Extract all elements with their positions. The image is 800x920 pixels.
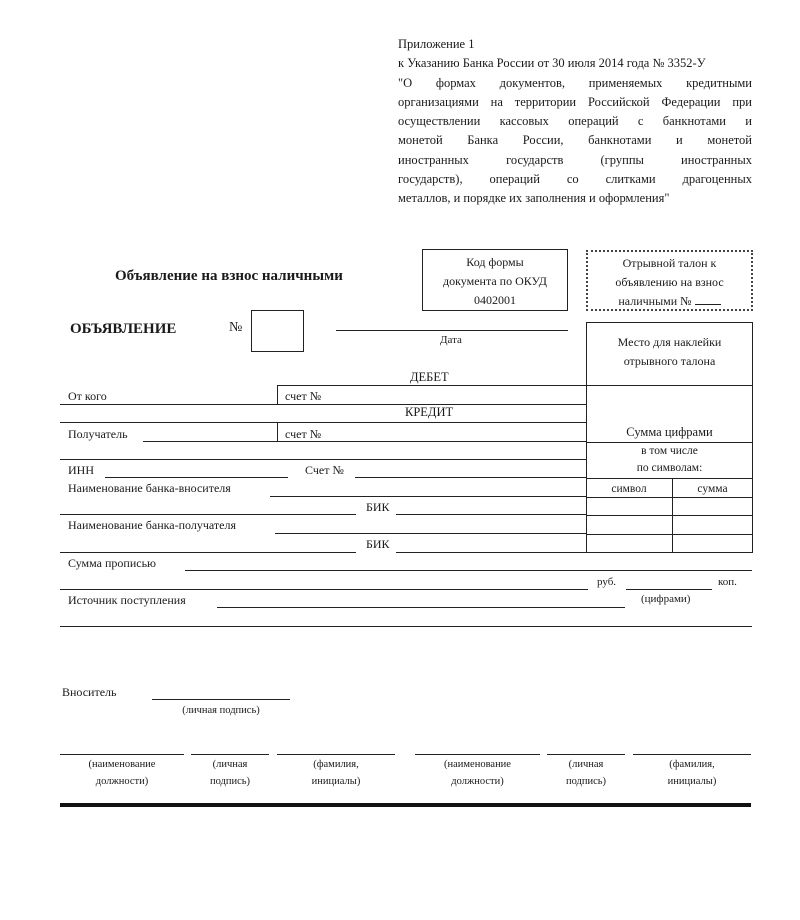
okud-line: Код формы [466, 255, 524, 269]
tear-off-stub-box [586, 250, 753, 311]
sticker-place-line: Место для наклейки [617, 335, 722, 349]
bottom-rule [60, 803, 751, 807]
source-label: Источник поступления [68, 593, 186, 607]
appendix-line: к Указанию Банка России от 30 июля 2014 года № 3352-У [398, 56, 706, 71]
appendix-line: осуществлении кассовых операций с банкнотами и [398, 114, 752, 129]
appendix-line: "О формах документов, применяемых кредитными [398, 75, 752, 90]
inn-field[interactable] [105, 477, 288, 478]
digits-caption: (цифрами) [641, 593, 691, 605]
sum-column-header: сумма [697, 483, 728, 495]
okud-code: 0402001 [474, 293, 516, 307]
debit-label: ДЕБЕТ [410, 370, 449, 384]
form-title: Объявление на взнос наличными [115, 268, 343, 284]
rub-label: руб. [597, 576, 617, 588]
date-field[interactable] [336, 330, 568, 331]
amount-digits-label: Сумма цифрами [626, 425, 713, 439]
appendix-line: государств), операций со слитками драгоценных [398, 172, 752, 187]
symbol-column-header: символ [611, 483, 647, 495]
amount-words-field[interactable] [185, 570, 752, 571]
signature-field[interactable] [547, 754, 625, 755]
tear-off-line [588, 292, 751, 311]
number-sign: № [229, 320, 243, 335]
divider [60, 459, 586, 460]
okud-line: документа по ОКУД [443, 274, 547, 288]
divider [277, 441, 586, 442]
date-label: Дата [440, 334, 462, 346]
inn-label: ИНН [68, 463, 94, 477]
recipient-bank-label: Наименование банка-получателя [68, 518, 236, 532]
depositor-bik-field[interactable] [396, 514, 586, 515]
amount-words-label: Сумма прописью [68, 556, 157, 570]
tear-off-number-label: наличными № [618, 294, 692, 308]
by-symbols-label: по символам: [636, 462, 703, 474]
divider [586, 442, 753, 443]
recipient-bik-field[interactable] [396, 552, 586, 553]
credit-account-label: счет № [285, 427, 322, 441]
credit-label: КРЕДИТ [405, 405, 454, 419]
sum-cell[interactable] [673, 498, 752, 515]
debit-account-label: счет № [285, 389, 322, 403]
source-field[interactable] [217, 607, 625, 608]
name-initials-field[interactable] [277, 754, 395, 755]
position-field[interactable] [415, 754, 540, 755]
signature-caption: (личная подпись) [565, 759, 607, 787]
tear-off-line: объявлению на взнос [615, 275, 724, 289]
appendix-line: монетой Банка России, банкнотами и монетой [398, 133, 752, 148]
recipient-bank-field[interactable] [275, 533, 586, 534]
kop-label: коп. [718, 576, 737, 588]
form-number-field[interactable] [251, 310, 304, 352]
including-label: в том числе [641, 445, 698, 457]
from-label: От кого [68, 389, 107, 403]
debit-account-field[interactable] [330, 386, 584, 403]
signature-caption: (наименование должности) [88, 759, 156, 787]
kop-field[interactable] [626, 589, 712, 590]
signature-caption: (фамилия, инициалы) [667, 759, 717, 787]
recipient-label: Получатель [68, 427, 128, 441]
divider [60, 404, 586, 405]
form-heading: ОБЪЯВЛЕНИЕ [70, 321, 177, 337]
name-initials-field[interactable] [633, 754, 751, 755]
tear-off-line: Отрывной талон к [622, 256, 717, 270]
appendix-line: металлов, и порядке их заполнения и оформления" [398, 191, 670, 206]
signature-caption: (наименование должности) [444, 759, 511, 787]
sum-cell[interactable] [673, 535, 752, 552]
credit-account-field[interactable] [330, 423, 584, 440]
source-field-cont[interactable] [60, 626, 752, 627]
depositor-bank-field[interactable] [270, 496, 586, 497]
symbol-cell[interactable] [587, 535, 671, 552]
depositor-bank-field-cont[interactable] [60, 514, 356, 515]
signature-caption: (личная подпись) [209, 759, 251, 787]
recipient-bank-field-cont[interactable] [60, 552, 356, 553]
appendix-line: организациями на территории Российской Федерации при [398, 94, 752, 109]
divider [277, 385, 278, 404]
sticker-place-line: отрывного талона [623, 354, 716, 368]
depositor-bik-label: БИК [366, 500, 390, 514]
signature-caption: (фамилия, инициалы) [311, 759, 361, 787]
signature-field[interactable] [191, 754, 269, 755]
divider [586, 385, 753, 386]
depositor-bank-label: Наименование банка-вносителя [68, 481, 231, 495]
account-field[interactable] [355, 477, 586, 478]
appendix-header [398, 35, 752, 209]
appendix-line: иностранных государств (группы иностранных [398, 152, 752, 167]
sum-cell[interactable] [673, 516, 752, 533]
personal-signature-caption: (личная подпись) [182, 705, 260, 716]
symbol-cell[interactable] [587, 498, 671, 515]
symbol-cell[interactable] [587, 516, 671, 533]
divider [277, 422, 278, 441]
tear-off-number-field[interactable] [695, 292, 721, 305]
okud-code-box [422, 249, 568, 311]
appendix-line: Приложение 1 [398, 37, 475, 51]
divider [586, 478, 753, 479]
recipient-field[interactable] [143, 441, 277, 442]
recipient-bik-label: БИК [366, 537, 390, 551]
depositor-label: Вноситель [62, 685, 117, 699]
depositor-signature-field[interactable] [152, 699, 290, 700]
account-label: Счет № [305, 463, 344, 477]
position-field[interactable] [60, 754, 184, 755]
amount-words-field-cont[interactable] [60, 589, 588, 590]
